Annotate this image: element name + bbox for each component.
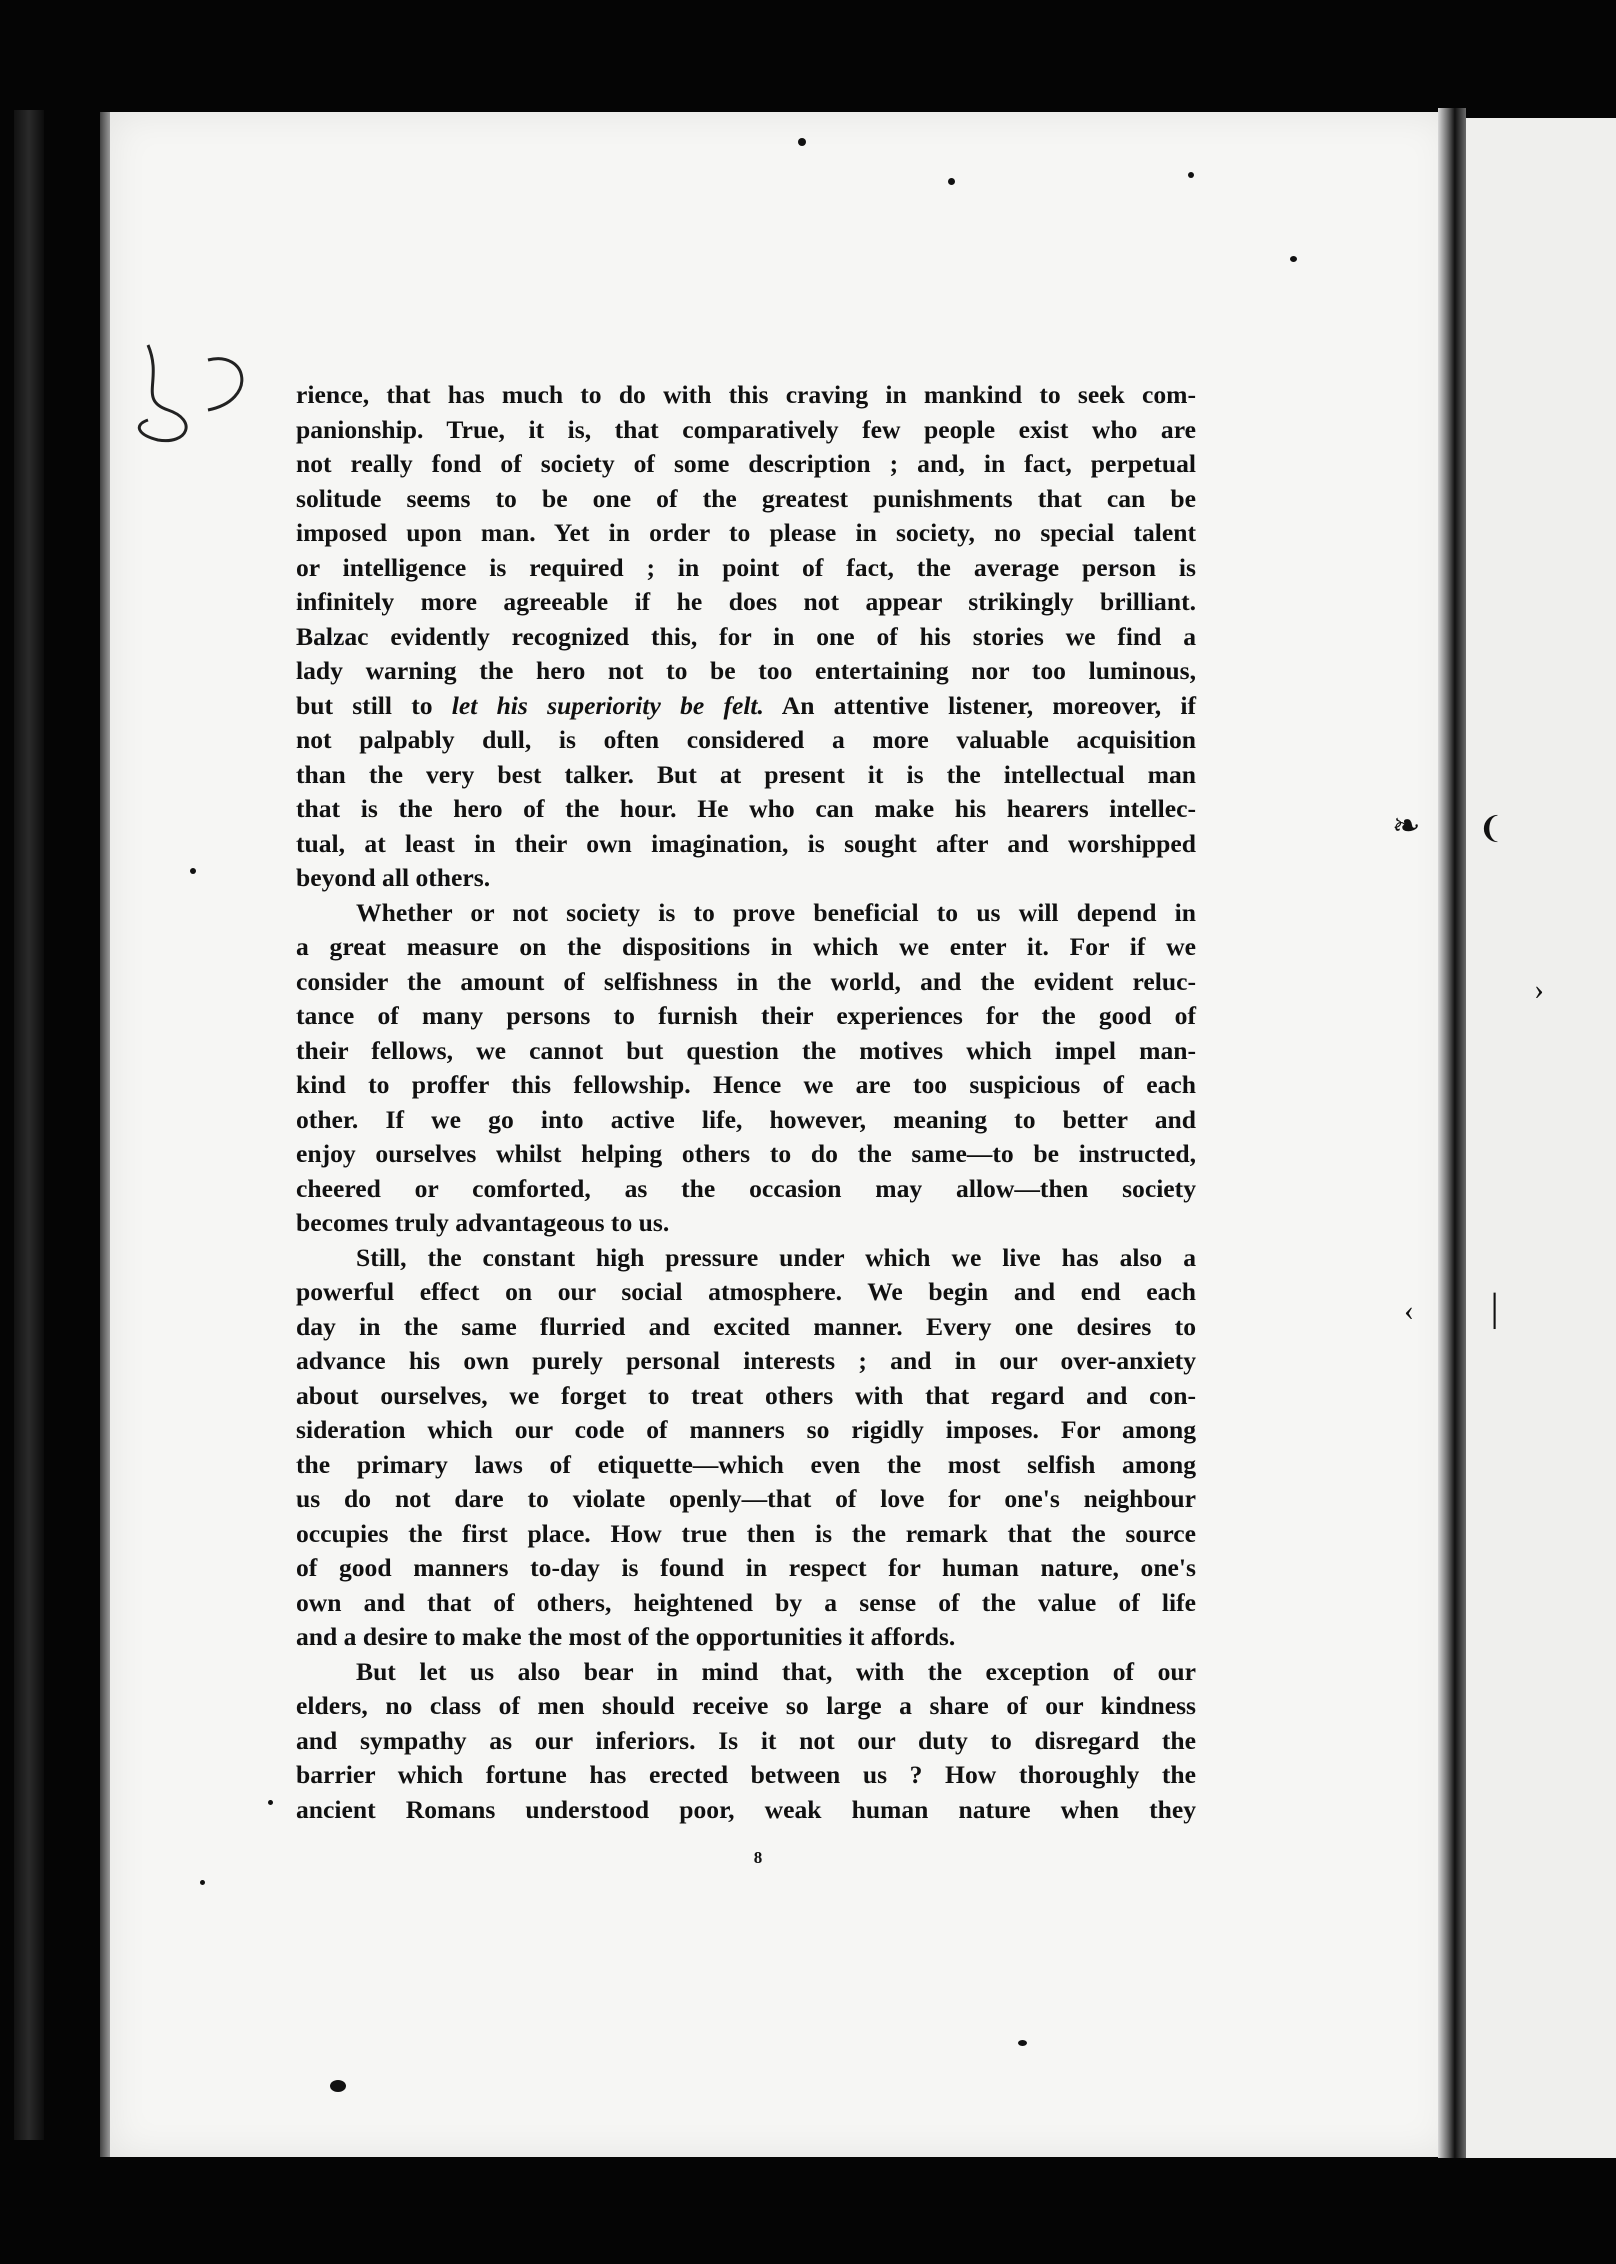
- text-line: barrier which fortune has erected between us ? How thoroughly the: [296, 1760, 1196, 1789]
- ink-mark: │: [1484, 1294, 1506, 1327]
- text-line: lady warning the hero not to be too entertaining nor too luminous,: [296, 656, 1196, 685]
- text-line: elders, no class of men should receive so large a share of our kindness: [296, 1691, 1196, 1720]
- text-line: Balzac evidently recognized this, for in one of his stories we find a: [296, 621, 1196, 651]
- facing-page-edge: [1466, 118, 1616, 2158]
- text-line: day in the same flurried and excited manner. Every one desires to: [296, 1311, 1196, 1341]
- text-line: and a desire to make the most of the opportunities it affords.: [296, 1622, 956, 1651]
- text-line: infinitely more agreeable if he does not appear strikingly brilliant.: [296, 587, 1196, 616]
- dust-speck: [200, 1880, 205, 1885]
- dust-speck: [948, 178, 955, 185]
- text-line: sideration which our code of manners so rigidly imposes. For among: [296, 1415, 1196, 1444]
- ink-mark: ❧: [1392, 808, 1421, 845]
- dust-speck: [190, 868, 196, 874]
- text-line: solitude seems to be one of the greatest punishments that can be: [296, 483, 1196, 513]
- text-line: than the very best talker. But at present it is the intellectual man: [296, 759, 1196, 789]
- handwritten-five-mark: [128, 340, 248, 450]
- text-line: Still, the constant high pressure under which we live has also a: [356, 1242, 1196, 1272]
- text-line: Whether or not society is to prove beneficial to us will depend in: [356, 897, 1196, 927]
- text-line: occupies the first place. How true then is the remark that the source: [296, 1518, 1196, 1548]
- text-line: tance of many persons to furnish their experiences for the good of: [296, 1001, 1196, 1030]
- text-line: the primary laws of etiquette—which even the most selfish among: [296, 1449, 1196, 1479]
- dust-speck: [1018, 2040, 1027, 2046]
- book-spine-edge: [14, 110, 44, 2140]
- text-line: not palpably dull, is often considered a more valuable acquisition: [296, 725, 1196, 754]
- text-run: An attentive listener, moreover, if: [763, 690, 1196, 720]
- ink-mark: ❨: [1478, 812, 1504, 845]
- text-line: kind to proffer this fellowship. Hence we are too suspicious of each: [296, 1070, 1196, 1099]
- text-line: panionship. True, it is, that comparatively few people exist who are: [296, 414, 1196, 444]
- dust-speck: [1188, 172, 1194, 178]
- text-line: powerful effect on our social atmosphere. We begin and end each: [296, 1277, 1196, 1306]
- text-line: enjoy ourselves whilst helping others to do the same—to be instructed,: [296, 1139, 1196, 1168]
- text-line: But let us also bear in mind that, with the exception of our: [356, 1656, 1196, 1686]
- text-line: us do not dare to violate openly—that of love for one's neighbour: [296, 1484, 1196, 1513]
- text-line: becomes truly advantageous to us.: [296, 1208, 670, 1237]
- text-line: of good manners to-day is found in respect for human nature, one's: [296, 1553, 1196, 1582]
- text-run: but still to: [296, 690, 452, 720]
- text-line: tual, at least in their own imagination, is sought after and worshipped: [296, 828, 1196, 858]
- text-line: cheered or comforted, as the occasion may allow—then society: [296, 1173, 1196, 1203]
- ink-mark: ‹: [1404, 1294, 1414, 1327]
- text-line: not really fond of society of some description ; and, in fact, perpetual: [296, 449, 1196, 478]
- text-line: rience, that has much to do with this craving in mankind to seek com-: [296, 380, 1196, 409]
- text-line: own and that of others, heightened by a sense of the value of life: [296, 1587, 1196, 1617]
- dust-speck: [1290, 256, 1297, 262]
- text-line: imposed upon man. Yet in order to please in society, no special talent: [296, 518, 1196, 547]
- body-text: [296, 378, 1196, 1827]
- italic-phrase: let his superiority be felt.: [451, 690, 764, 720]
- text-line: that is the hero of the hour. He who can make his hearers intellec-: [296, 794, 1196, 823]
- dust-speck: [798, 138, 806, 146]
- text-line: a great measure on the dispositions in which we enter it. For if we: [296, 932, 1196, 961]
- page-gutter: [1438, 108, 1466, 2158]
- dust-speck: [330, 2080, 346, 2092]
- page-number: 8: [753, 1848, 763, 1867]
- text-line: ancient Romans understood poor, weak human nature when they: [296, 1794, 1196, 1824]
- text-line: [296, 689, 1196, 724]
- text-line: about ourselves, we forget to treat others with that regard and con-: [296, 1380, 1196, 1410]
- text-line: or intelligence is required ; in point of fact, the average person is: [296, 552, 1196, 582]
- text-line: consider the amount of selfishness in the world, and the evident reluc-: [296, 966, 1196, 996]
- dust-speck: [268, 1800, 273, 1805]
- text-line: other. If we go into active life, however, meaning to better and: [296, 1104, 1196, 1134]
- text-line: advance his own purely personal interests ; and in our over-anxiety: [296, 1346, 1196, 1375]
- ink-mark: ›: [1534, 973, 1544, 1006]
- text-line: and sympathy as our inferiors. Is it not our duty to disregard the: [296, 1725, 1196, 1755]
- text-line: their fellows, we cannot but question the motives which impel man-: [296, 1035, 1196, 1065]
- text-line: beyond all others.: [296, 863, 491, 892]
